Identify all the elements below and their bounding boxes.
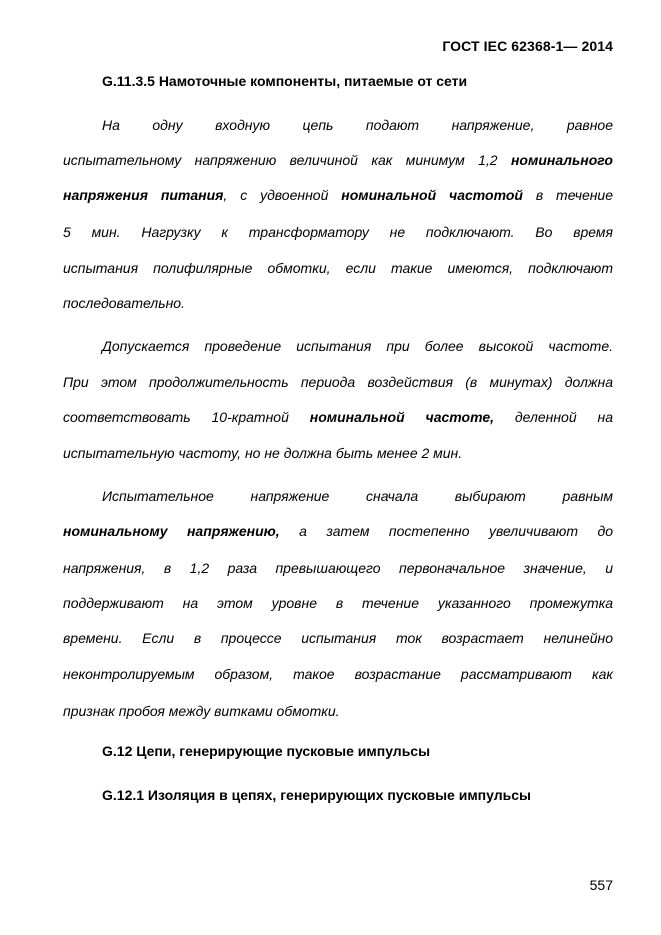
p2-line-2: При этом продолжительность периода воздействия (в минутах) должна [63,374,613,390]
heading-g12: G.12 Цепи, генерирующие пусковые импульсы [102,743,431,759]
p3-line-6: неконтролируемым образом, такое возрастание рассматривают как [63,666,613,682]
p2-line-1: Допускается проведение испытания при более высокой частоте. [102,338,613,354]
p3-line-2: номинальному напряжению, а затем постепенно увеличивают до [63,523,613,539]
p1-line-3: напряжения питания, с удвоенной номинальной частотой в течение [63,187,614,203]
p3-line-4: поддерживают на этом уровне в течение указанного промежутка [63,595,613,611]
p1-line-5: испытания полифилярные обмотки, если такие имеются, подключают [63,260,613,276]
heading-g11-3-5: G.11.3.5 Намоточные компоненты, питаемые от сети [102,73,468,89]
heading-g12-1: G.12.1 Изоляция в цепях, генерирующих пусковые импульсы [102,787,531,803]
p3-line-7: признак пробоя между витками обмотки. [63,703,340,719]
p1-line-6: последовательно. [63,295,185,311]
p2-line-3: соответствовать 10-кратной номинальной частоте, деленной на [63,409,613,425]
standard-header: ГОСТ IEC 62368-1— 2014 [442,38,613,54]
p3-line-5: времени. Если в процессе испытания ток возрастает нелинейно [63,630,613,646]
p1-line-4: 5 мин. Нагрузку к трансформатору не подключают. Во время [63,224,613,240]
p3-line-3: напряжения, в 1,2 раза превышающего первоначальное значение, и [63,560,613,576]
p1-line-1: На одну входную цепь подают напряжение, равное [102,117,613,133]
p2-line-4: испытательную частоту, но не должна быть менее 2 мин. [63,445,463,461]
p3-line-1: Испытательное напряжение сначала выбирают равным [102,488,613,504]
page-number: 557 [589,877,613,893]
p1-line-2: испытательному напряжению величиной как минимум 1,2 номинального [63,152,613,168]
